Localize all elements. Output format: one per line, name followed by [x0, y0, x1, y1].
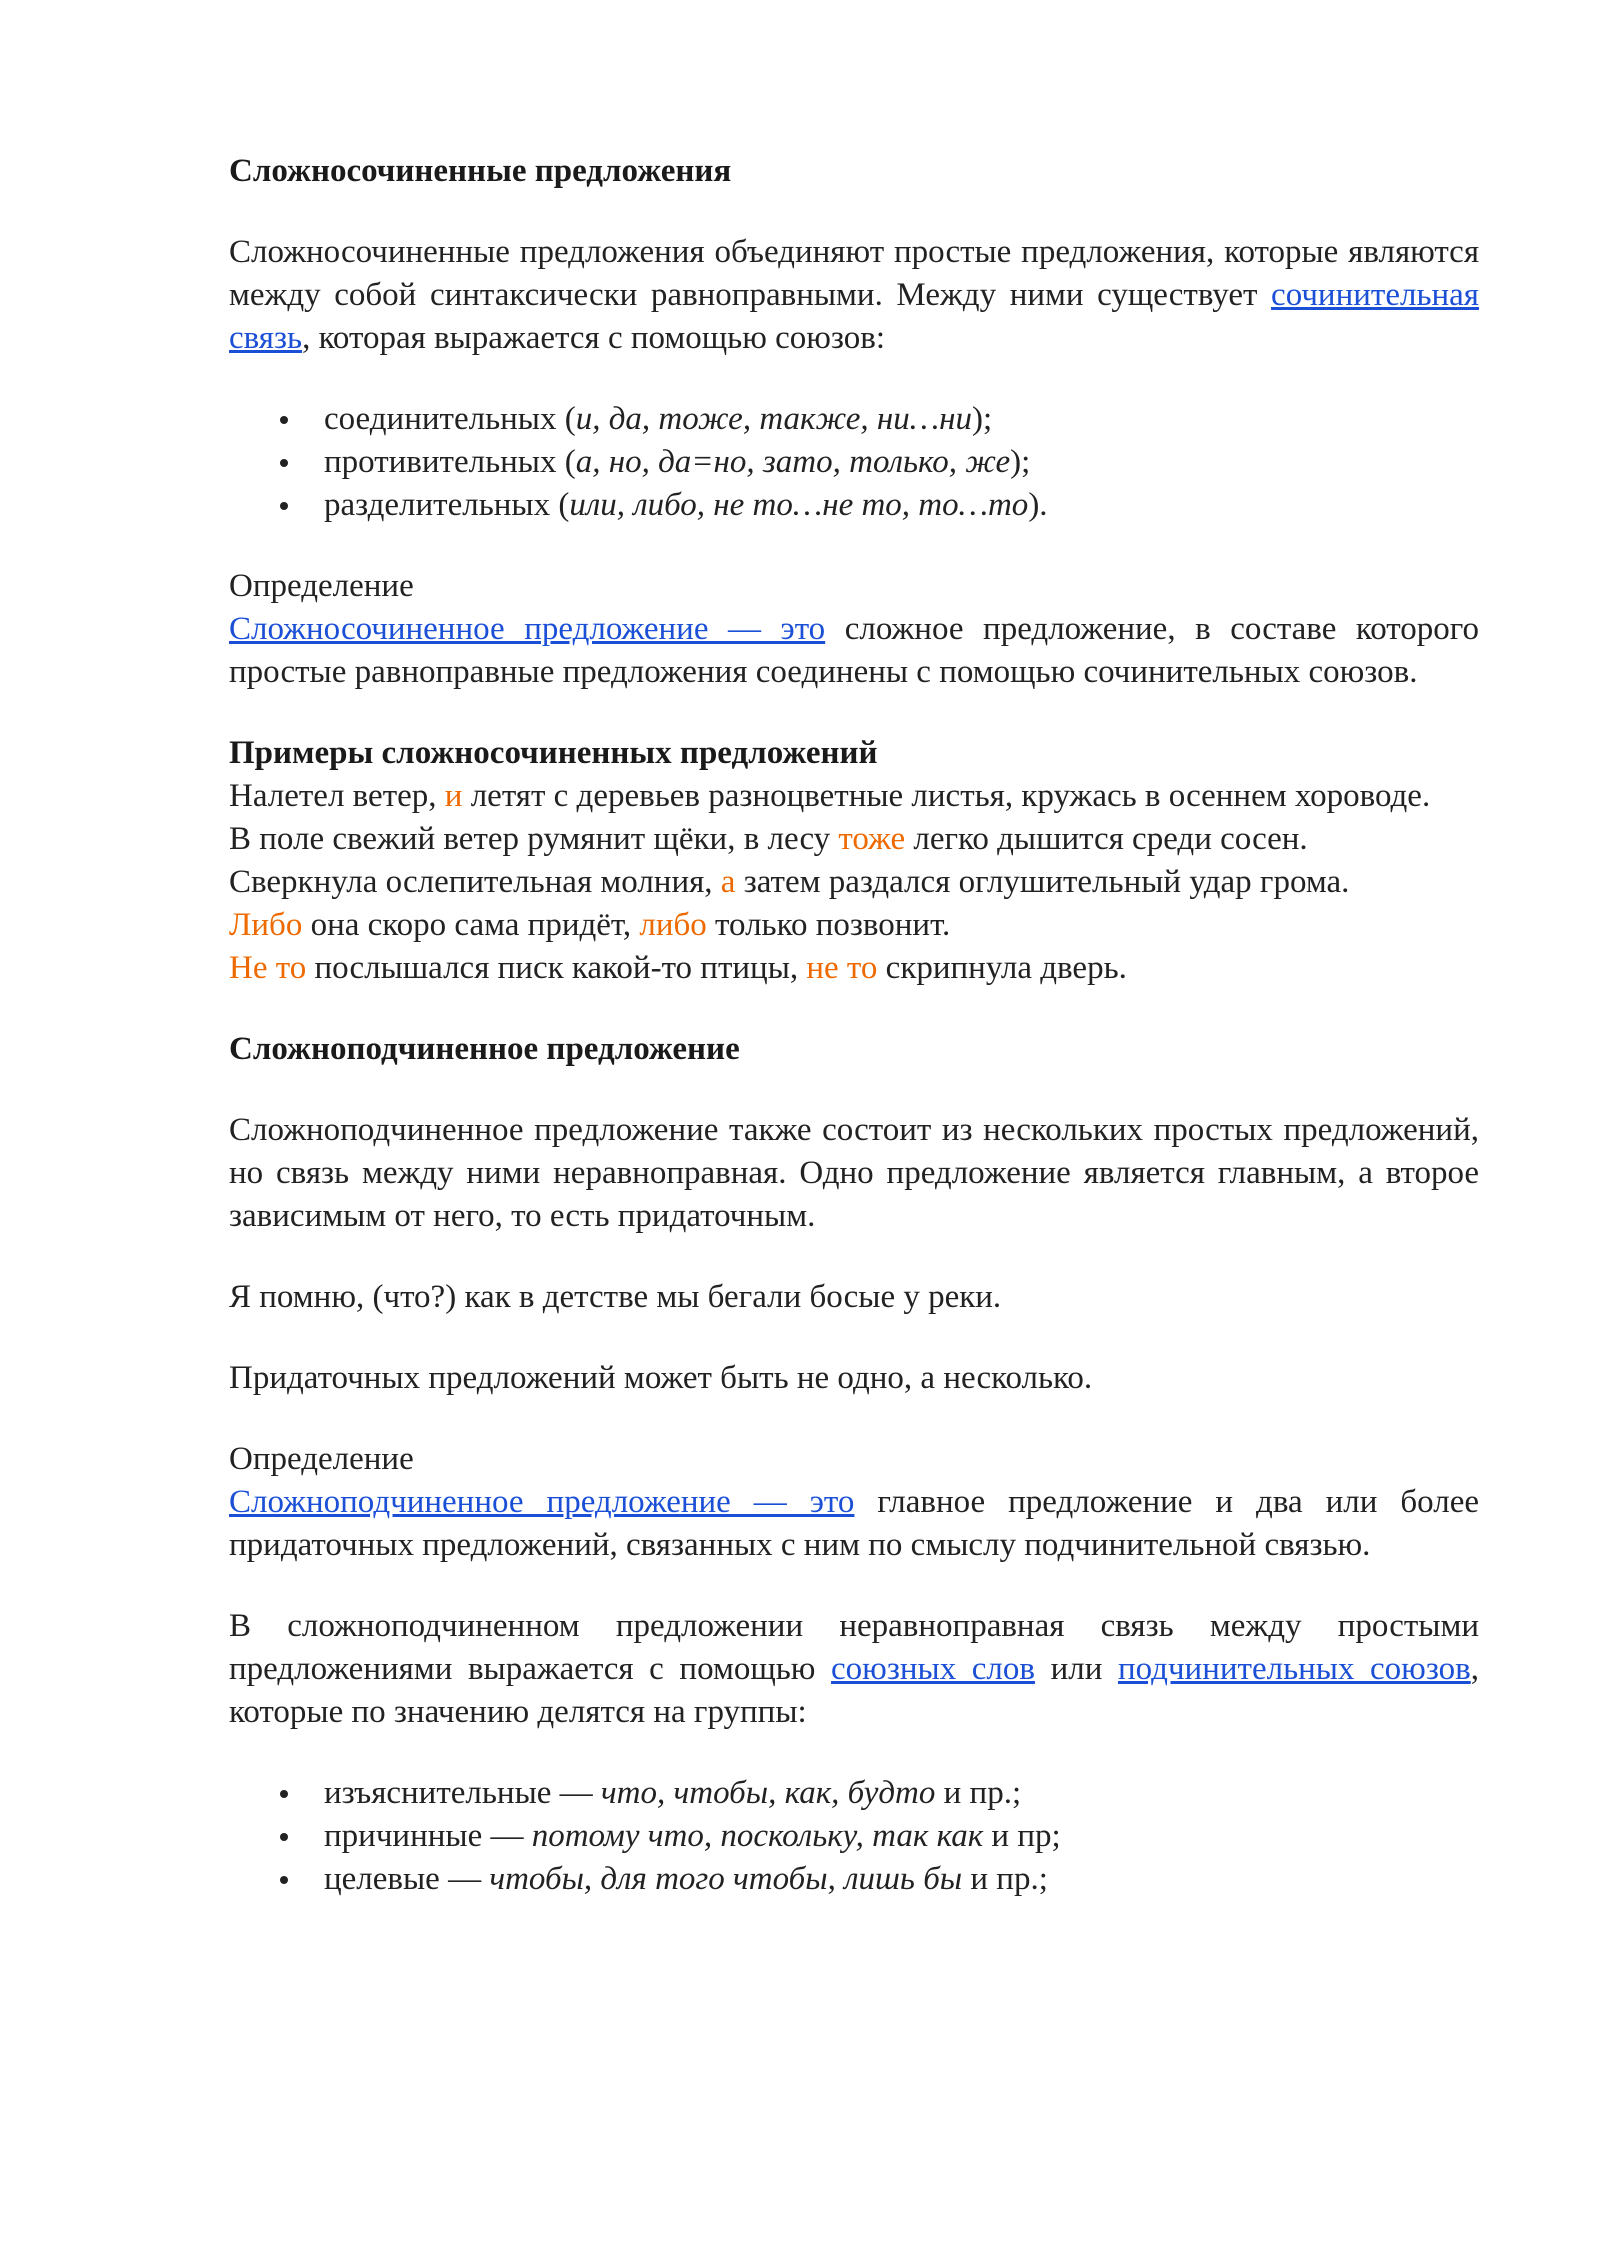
example-sentence: [229, 947, 1479, 990]
complex-connection-paragraph: В сложноподчиненном предложении неравноправная связь между простыми предложениями выражается с помощью союзных слов или подчинительных союзов, которые по значению делятся на группы:: [229, 1608, 1480, 1730]
highlighted-conjunction: Либо: [229, 907, 303, 943]
highlighted-conjunction: Не то: [229, 950, 307, 986]
compound-intro-paragraph: [229, 231, 1479, 360]
complex-note: Придаточных предложений может быть не одно, а несколько.: [229, 1360, 1093, 1396]
link-compound-sentence-definition[interactable]: Сложносочиненное предложение — это: [229, 611, 826, 647]
intro-text-tail: , которая выражается с помощью союзов:: [302, 320, 886, 356]
example-text: Налетел ветер,: [229, 778, 445, 814]
example-text: легко дышится среди сосен.: [905, 821, 1308, 857]
list-item: причинные — потому что, поскольку, так как и пр;: [324, 1815, 1479, 1858]
highlighted-conjunction: тоже: [838, 821, 906, 857]
link-conjunctive-words[interactable]: союзных слов: [831, 1651, 1035, 1687]
heading-compound-sentences: Сложносочиненные предложения: [229, 153, 732, 189]
example-text: только позвонит.: [706, 907, 951, 943]
conjunction-types-list: [229, 398, 1479, 527]
highlighted-conjunction: либо: [639, 907, 707, 943]
highlighted-conjunction: не то: [806, 950, 878, 986]
example-text: послышался писк какой-то птицы,: [306, 950, 807, 986]
list-item: изъяснительные — что, чтобы, как, будто и пр.;: [324, 1772, 1479, 1815]
highlighted-conjunction: а: [720, 864, 736, 900]
definition-label: Определение: [229, 568, 414, 604]
intro-text: Сложносочиненные предложения объединяют простые предложения, которые являются между собой синтаксически равноправными. Между ними существует: [229, 234, 1479, 313]
example-sentence: [229, 775, 1479, 818]
complex-intro-paragraph: Сложноподчиненное предложение также состоит из нескольких простых предложений, но связь между ними неравноправная. Одно предложение является главным, а второе зависимым от него, то есть придаточным.: [229, 1112, 1479, 1234]
link-subordinating-conjunctions[interactable]: подчинительных союзов: [1117, 1651, 1471, 1687]
complex-definition: Сложноподчиненное предложение — это главное предложение и два или более придаточных предложений, связанных с ним по смыслу подчинительной связью.: [229, 1484, 1479, 1563]
list-item: противительных (а, но, да=но, зато, только, же);: [324, 441, 1479, 484]
document-content: [229, 150, 1479, 1901]
compound-definition: Сложносочиненное предложение — это сложное предложение, в составе которого простые равноправные предложения соединены с помощью сочинительных союзов.: [229, 611, 1479, 690]
heading-compound-examples: Примеры сложносочиненных предложений: [229, 735, 878, 771]
example-text: затем раздался оглушительный удар грома.: [735, 864, 1350, 900]
example-text: она скоро сама придёт,: [302, 907, 640, 943]
subordinate-groups-list: [229, 1772, 1479, 1901]
list-item: целевые — чтобы, для того чтобы, лишь бы и пр.;: [324, 1858, 1479, 1901]
example-sentence: [229, 861, 1479, 904]
example-text: скрипнула дверь.: [877, 950, 1127, 986]
link-complex-sentence-definition[interactable]: Сложноподчиненное предложение — это: [229, 1484, 855, 1520]
example-sentence: [229, 818, 1479, 861]
example-sentence: [229, 904, 1479, 947]
list-item: разделительных (или, либо, не то…не то, то…то).: [324, 484, 1479, 527]
heading-complex-sentence: Сложноподчиненное предложение: [229, 1031, 740, 1067]
list-item: соединительных (и, да, тоже, также, ни…ни);: [324, 398, 1479, 441]
example-text: Сверкнула ослепительная молния,: [229, 864, 721, 900]
example-text: летят с деревьев разноцветные листья, кружась в осеннем хороводе.: [462, 778, 1431, 814]
highlighted-conjunction: и: [444, 778, 463, 814]
complex-example: Я помню, (что?) как в детстве мы бегали босые у реки.: [229, 1279, 1002, 1315]
examples-block: [229, 775, 1479, 990]
link-coordinating-connection[interactable]: сочинительная связь: [229, 277, 1479, 356]
definition-label: Определение: [229, 1441, 414, 1477]
example-text: В поле свежий ветер румянит щёки, в лесу: [229, 821, 839, 857]
